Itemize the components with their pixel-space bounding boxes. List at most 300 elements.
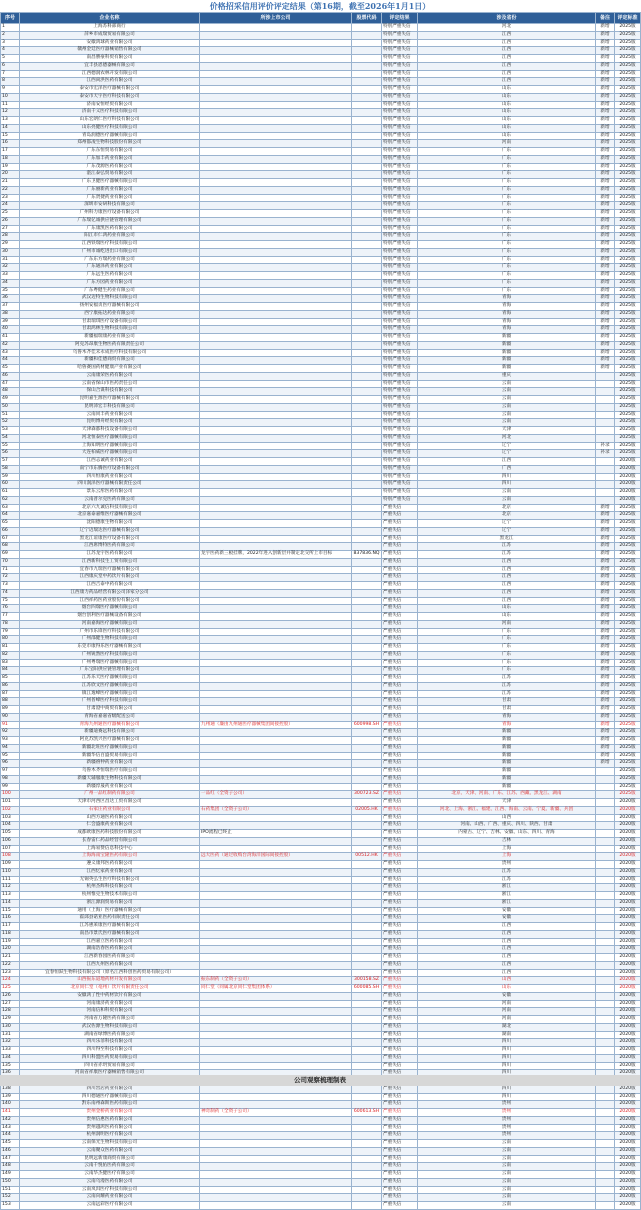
row-index-cell: 51: [1, 411, 20, 419]
table-row: [1, 140, 641, 148]
rating-result-cell: 严重失信: [382, 992, 418, 1000]
regions-cell: 江西: [418, 47, 596, 55]
note-cell: [596, 783, 615, 791]
company-name-cell: 新疆淳晟药业有限公司: [20, 783, 200, 791]
table-row: [1, 1093, 641, 1101]
standard-cell: 2020版: [615, 1124, 641, 1132]
standard-cell: 2020版: [615, 899, 641, 907]
rating-result-cell: 严重失信: [382, 1000, 418, 1008]
listed-parent-cell: [200, 357, 352, 365]
table-row: [1, 512, 641, 520]
listed-parent-cell: 一品红（全资子公司）: [200, 791, 352, 799]
note-cell: 新增: [596, 605, 615, 613]
rating-result-cell: 严重失信: [382, 1186, 418, 1194]
listed-parent-cell: [200, 775, 352, 783]
standard-cell: 2025版: [615, 729, 641, 737]
listed-parent-cell: [200, 690, 352, 698]
table-row: [1, 1016, 641, 1024]
regions-cell: 浙江: [418, 892, 596, 900]
standard-cell: 2025版: [615, 39, 641, 47]
company-name-cell: 无锡英弘生医疗科技有限公司: [20, 876, 200, 884]
stock-code-cell: [352, 101, 382, 109]
row-index-cell: 6: [1, 62, 20, 70]
rating-result-cell: 严重失信: [382, 1070, 418, 1078]
standard-cell: 2025版: [615, 396, 641, 404]
regions-cell: 黑龙江: [418, 535, 596, 543]
table-row: [1, 388, 641, 396]
listed-parent-cell: [200, 938, 352, 946]
stock-code-cell: [352, 768, 382, 776]
rating-result-cell: 严重失信: [382, 868, 418, 876]
table-row: [1, 210, 641, 218]
standard-cell: 2020版: [615, 837, 641, 845]
row-index-cell: 50: [1, 403, 20, 411]
row-index-cell: 78: [1, 620, 20, 628]
company-name-cell: 广东康凯医药有限公司: [20, 225, 200, 233]
regions-cell: 吉林: [418, 837, 596, 845]
note-cell: [596, 473, 615, 481]
stock-code-cell: [352, 357, 382, 365]
company-name-cell: 北京六九诚信科技有限公司: [20, 504, 200, 512]
rating-result-cell: 特别严重失信: [382, 31, 418, 39]
company-name-cell: 云南普尔克医药有限公司: [20, 496, 200, 504]
regions-cell: 江西: [418, 62, 596, 70]
row-index-cell: 73: [1, 582, 20, 590]
listed-parent-cell: [200, 628, 352, 636]
standard-cell: 2025版: [615, 272, 641, 280]
listed-parent-cell: [200, 256, 352, 264]
stock-code-cell: [352, 233, 382, 241]
row-index-cell: 33: [1, 272, 20, 280]
table-row: [1, 1101, 641, 1109]
table-row: [1, 954, 641, 962]
listed-parent-cell: [200, 101, 352, 109]
listed-parent-cell: [200, 264, 352, 272]
stock-code-cell: 300723.SZ: [352, 791, 382, 799]
table-row: [1, 744, 641, 752]
stock-code-cell: [352, 1093, 382, 1101]
table-row: [1, 194, 641, 202]
listed-parent-cell: [200, 248, 352, 256]
company-name-cell: 上海苏科部商行: [20, 24, 200, 32]
company-name-cell: 昆明博舟经贸有限公司: [20, 419, 200, 427]
rating-result-cell: 特别严重失信: [382, 372, 418, 380]
standard-cell: 2020版: [615, 1171, 641, 1179]
stock-code-cell: [352, 1140, 382, 1148]
standard-cell: 2025版: [615, 93, 641, 101]
note-cell: [596, 915, 615, 923]
table-row: [1, 365, 641, 373]
listed-parent-cell: [200, 458, 352, 466]
table-row: [1, 675, 641, 683]
standard-cell: 2025版: [615, 124, 641, 132]
listed-parent-cell: [200, 1178, 352, 1186]
note-cell: [596, 411, 615, 419]
row-index-cell: 67: [1, 535, 20, 543]
company-name-cell: 贵州信惠医药有限公司: [20, 1116, 200, 1124]
company-name-cell: 广东加丰药业有限公司: [20, 155, 200, 163]
company-name-cell: 湖南省绿博医药有限公司: [20, 1031, 200, 1039]
standard-cell: 2025版: [615, 186, 641, 194]
regions-cell: 广东: [418, 264, 596, 272]
table-row: [1, 55, 641, 63]
rating-result-cell: 严重失信: [382, 830, 418, 838]
note-cell: 新增: [596, 179, 615, 187]
standard-cell: 2020版: [615, 861, 641, 869]
row-index-cell: 9: [1, 86, 20, 94]
company-name-cell: 石家庄药业有限公司: [20, 806, 200, 814]
regions-cell: 广东: [418, 155, 596, 163]
rating-result-cell: 特别严重失信: [382, 101, 418, 109]
rating-result-cell: 特别严重失信: [382, 78, 418, 86]
table-row: [1, 295, 641, 303]
regions-cell: 上海: [418, 853, 596, 861]
table-row: [1, 31, 641, 39]
listed-parent-cell: [200, 892, 352, 900]
note-cell: [596, 1147, 615, 1155]
regions-cell: 江西: [418, 582, 596, 590]
stock-code-cell: [352, 822, 382, 830]
standard-cell: 2025版: [615, 768, 641, 776]
regions-cell: 新疆: [418, 768, 596, 776]
regions-cell: 辽宁: [418, 442, 596, 450]
table-row: [1, 690, 641, 698]
stock-code-cell: [352, 303, 382, 311]
standard-cell: 2025版: [615, 698, 641, 706]
standard-cell: 2025版: [615, 233, 641, 241]
regions-cell: 山东: [418, 101, 596, 109]
listed-parent-cell: [200, 70, 352, 78]
table-row: [1, 1085, 641, 1093]
standard-cell: 2020版: [615, 481, 641, 489]
row-index-cell: 129: [1, 1016, 20, 1024]
regions-cell: 广东: [418, 194, 596, 202]
company-name-cell: 济南千义医疗科技有限公司: [20, 109, 200, 117]
note-cell: [596, 1124, 615, 1132]
standard-cell: 2025版: [615, 194, 641, 202]
note-cell: [596, 1093, 615, 1101]
stock-code-cell: [352, 318, 382, 326]
rating-result-cell: 特别严重失信: [382, 256, 418, 264]
company-name-cell: 江西九州医药有限公司: [20, 961, 200, 969]
table-row: [1, 907, 641, 915]
standard-cell: 2025版: [615, 326, 641, 334]
rating-result-cell: 严重失信: [382, 1171, 418, 1179]
listed-parent-cell: [200, 1194, 352, 1202]
row-index-cell: 139: [1, 1093, 20, 1101]
company-name-cell: 四川乐菲科技有限公司: [20, 1039, 200, 1047]
listed-parent-cell: [200, 1132, 352, 1140]
row-index-cell: 124: [1, 977, 20, 985]
row-index-cell: 109: [1, 861, 20, 869]
rating-result-cell: 严重失信: [382, 1155, 418, 1163]
row-index-cell: 107: [1, 845, 20, 853]
row-index-cell: 72: [1, 574, 20, 582]
table-row: [1, 535, 641, 543]
listed-parent-cell: [200, 1140, 352, 1148]
stock-code-cell: [352, 194, 382, 202]
table-row: [1, 163, 641, 171]
rating-result-cell: 严重失信: [382, 1039, 418, 1047]
stock-code-cell: [352, 1085, 382, 1093]
table-row: [1, 496, 641, 504]
rating-result-cell: 严重失信: [382, 1202, 418, 1210]
table-row: [1, 589, 641, 597]
stock-code-cell: [352, 1163, 382, 1171]
stock-code-cell: [352, 954, 382, 962]
note-cell: 新增: [596, 117, 615, 125]
rating-result-cell: 严重失信: [382, 737, 418, 745]
stock-code-cell: [352, 512, 382, 520]
table-row: [1, 132, 641, 140]
standard-cell: 2020版: [615, 1116, 641, 1124]
note-cell: 新增: [596, 341, 615, 349]
standard-cell: 2025版: [615, 70, 641, 78]
company-name-cell: 青岛润德医疗器械有限公司: [20, 132, 200, 140]
rating-result-cell: 特别严重失信: [382, 458, 418, 466]
row-index-cell: 134: [1, 1054, 20, 1062]
stock-code-cell: [352, 403, 382, 411]
table-row: [1, 1023, 641, 1031]
rating-result-cell: 严重失信: [382, 930, 418, 938]
note-cell: [596, 1171, 615, 1179]
row-index-cell: 125: [1, 985, 20, 993]
listed-parent-cell: [200, 783, 352, 791]
table-row: [1, 256, 641, 264]
note-cell: [596, 1085, 615, 1093]
standard-cell: 2020版: [615, 868, 641, 876]
table-row: [1, 419, 641, 427]
note-cell: 新增: [596, 365, 615, 373]
listed-parent-cell: [200, 822, 352, 830]
row-index-cell: 120: [1, 946, 20, 954]
table-row: [1, 613, 641, 621]
page-title: 价格招采信用评价评定结果（第16期，截至2026年1月1日）: [0, 0, 640, 12]
rating-result-cell: 严重失信: [382, 551, 418, 559]
listed-parent-cell: [200, 923, 352, 931]
row-index-cell: 62: [1, 496, 20, 504]
regions-cell: 云南: [418, 1140, 596, 1148]
row-index-cell: 91: [1, 721, 20, 729]
table-row: [1, 155, 641, 163]
table-row: [1, 458, 641, 466]
regions-cell: 江苏: [418, 551, 596, 559]
company-name-cell: 河南嘉海医疗器械有限公司: [20, 620, 200, 628]
rating-result-cell: 特别严重失信: [382, 117, 418, 125]
note-cell: [596, 427, 615, 435]
rating-result-cell: 严重失信: [382, 698, 418, 706]
row-index-cell: 64: [1, 512, 20, 520]
stock-code-cell: [352, 434, 382, 442]
stock-code-cell: [352, 186, 382, 194]
stock-code-cell: [352, 47, 382, 55]
table-row: [1, 225, 641, 233]
standard-cell: 2025版: [615, 380, 641, 388]
note-cell: 新增: [596, 636, 615, 644]
note-cell: [596, 907, 615, 915]
listed-parent-cell: [200, 799, 352, 807]
note-cell: 新增: [596, 706, 615, 714]
company-name-cell: 山西方通医药有限公司: [20, 814, 200, 822]
row-index-cell: 29: [1, 241, 20, 249]
company-name-cell: 江西尚洪医药有限公司: [20, 78, 200, 86]
company-name-cell: 广东丽新药业有限公司: [20, 186, 200, 194]
stock-code-cell: [352, 783, 382, 791]
listed-parent-cell: [200, 675, 352, 683]
table-row: [1, 264, 641, 272]
listed-parent-cell: [200, 388, 352, 396]
note-cell: 新增: [596, 310, 615, 318]
standard-cell: 2025版: [615, 109, 641, 117]
company-name-cell: 江西忆家药业有限公司: [20, 868, 200, 876]
note-cell: 新增: [596, 620, 615, 628]
listed-parent-cell: [200, 140, 352, 148]
table-row: [1, 1109, 641, 1117]
standard-cell: 2020版: [615, 1202, 641, 1210]
standard-cell: 2020版: [615, 938, 641, 946]
listed-parent-cell: [200, 946, 352, 954]
company-name-cell: 乌鲁木齐恒瑞医疗有限公司: [20, 768, 200, 776]
rating-result-cell: 特别严重失信: [382, 179, 418, 187]
regions-cell: 上海: [418, 845, 596, 853]
listed-parent-cell: [200, 1147, 352, 1155]
table-row: [1, 442, 641, 450]
company-name-cell: 辽宁迈瑞达医疗器械有限公司: [20, 527, 200, 535]
stock-code-cell: [352, 527, 382, 535]
company-name-cell: 烟台创利医疗器械设备有限公司: [20, 613, 200, 621]
row-index-cell: 56: [1, 450, 20, 458]
company-name-cell: 广州科力康医疗设备有限公司: [20, 210, 200, 218]
rating-result-cell: 严重失信: [382, 977, 418, 985]
rating-result-cell: 严重失信: [382, 690, 418, 698]
row-index-cell: 133: [1, 1047, 20, 1055]
table-row: [1, 884, 641, 892]
row-index-cell: 77: [1, 613, 20, 621]
note-cell: 新增: [596, 186, 615, 194]
standard-cell: 2025版: [615, 31, 641, 39]
note-cell: 新增: [596, 535, 615, 543]
standard-cell: 2025版: [615, 427, 641, 435]
row-index-cell: 90: [1, 713, 20, 721]
stock-code-cell: [352, 1023, 382, 1031]
rating-result-cell: 特别严重失信: [382, 225, 418, 233]
table-row: [1, 713, 641, 721]
stock-code-cell: [352, 814, 382, 822]
note-cell: 新增: [596, 163, 615, 171]
standard-cell: 2025版: [615, 535, 641, 543]
regions-cell: 河北: [418, 434, 596, 442]
stock-code-cell: [352, 326, 382, 334]
rating-result-cell: 严重失信: [382, 620, 418, 628]
listed-parent-cell: [200, 535, 352, 543]
rating-result-cell: 严重失信: [382, 659, 418, 667]
table-row: [1, 504, 641, 512]
rating-result-cell: 严重失信: [382, 799, 418, 807]
standard-cell: 2025版: [615, 287, 641, 295]
standard-cell: 2025版: [615, 706, 641, 714]
note-cell: [596, 899, 615, 907]
listed-parent-cell: [200, 163, 352, 171]
regions-cell: 广东: [418, 186, 596, 194]
table-row: [1, 582, 641, 590]
note-cell: [596, 1023, 615, 1031]
listed-parent-cell: [200, 915, 352, 923]
stock-code-cell: [352, 899, 382, 907]
table-row: [1, 1031, 641, 1039]
row-index-cell: 146: [1, 1147, 20, 1155]
table-row: [1, 380, 641, 388]
standard-cell: 2025版: [615, 566, 641, 574]
note-cell: 新增: [596, 628, 615, 636]
regions-cell: 四川: [418, 1093, 596, 1101]
row-index-cell: 79: [1, 628, 20, 636]
standard-cell: 2025版: [615, 55, 641, 63]
listed-parent-cell: [200, 295, 352, 303]
note-cell: [596, 775, 615, 783]
note-cell: [596, 434, 615, 442]
stock-code-cell: [352, 582, 382, 590]
stock-code-cell: [352, 690, 382, 698]
table-row: [1, 566, 641, 574]
listed-parent-cell: [200, 380, 352, 388]
regions-cell: 青海: [418, 721, 596, 729]
regions-cell: 新疆: [418, 357, 596, 365]
rating-result-cell: 特别严重失信: [382, 279, 418, 287]
regions-cell: 江西: [418, 946, 596, 954]
table-row: [1, 233, 641, 241]
stock-code-cell: [352, 1178, 382, 1186]
regions-cell: 广东: [418, 256, 596, 264]
rating-result-cell: 严重失信: [382, 628, 418, 636]
note-cell: 新增: [596, 225, 615, 233]
company-name-cell: 南昌市景氏医疗器械有限公司: [20, 930, 200, 938]
rating-result-cell: 严重失信: [382, 644, 418, 652]
rating-result-cell: 严重失信: [382, 589, 418, 597]
standard-cell: 2025版: [615, 713, 641, 721]
company-name-cell: 云南同丰药业有限公司: [20, 411, 200, 419]
stock-code-cell: [352, 504, 382, 512]
table-row: [1, 853, 641, 861]
stock-code-cell: [352, 558, 382, 566]
row-index-cell: 85: [1, 675, 20, 683]
regions-cell: 安徽: [418, 915, 596, 923]
rating-result-cell: 严重失信: [382, 667, 418, 675]
regions-cell: 广东: [418, 272, 596, 280]
listed-parent-cell: [200, 527, 352, 535]
row-index-cell: 1: [1, 24, 20, 32]
row-index-cell: 132: [1, 1039, 20, 1047]
table-row: [1, 721, 641, 729]
note-cell: 新增: [596, 543, 615, 551]
company-name-cell: 云南康荣医药有限公司: [20, 372, 200, 380]
stock-code-cell: [352, 365, 382, 373]
rating-result-cell: 特别严重失信: [382, 465, 418, 473]
rating-result-cell: 严重失信: [382, 1023, 418, 1031]
listed-parent-cell: [200, 62, 352, 70]
regions-cell: 江西: [418, 938, 596, 946]
listed-parent-cell: [200, 845, 352, 853]
note-cell: [596, 403, 615, 411]
standard-cell: 2025版: [615, 411, 641, 419]
row-index-cell: 114: [1, 899, 20, 907]
table-row: [1, 1186, 641, 1194]
regions-cell: 重庆: [418, 372, 596, 380]
note-cell: 新增: [596, 124, 615, 132]
table-row: [1, 248, 641, 256]
standard-cell: 2020版: [615, 1194, 641, 1202]
standard-cell: 2025版: [615, 86, 641, 94]
stock-code-cell: [352, 659, 382, 667]
